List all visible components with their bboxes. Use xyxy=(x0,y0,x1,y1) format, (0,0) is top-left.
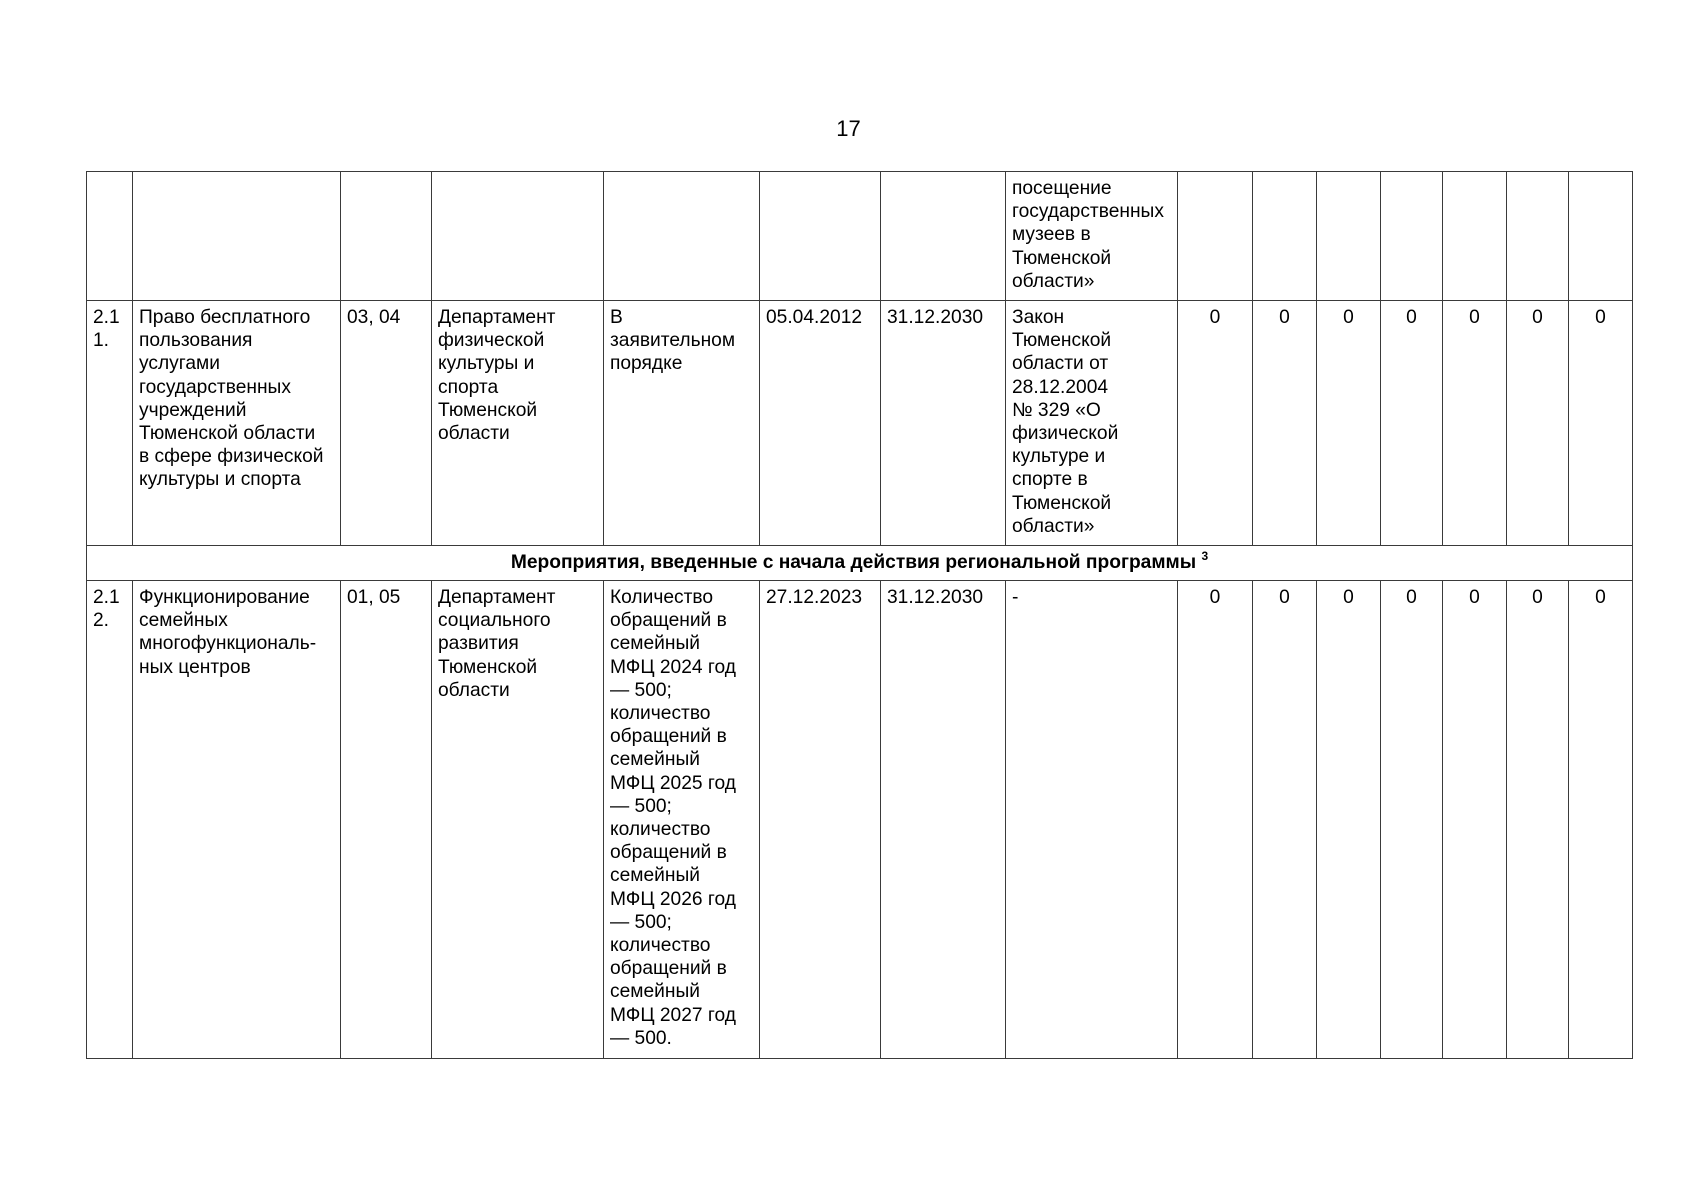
cell-value xyxy=(1317,172,1381,301)
cell-start-date: 05.04.2012 xyxy=(760,301,881,546)
cell-responsible xyxy=(432,172,604,301)
cell-value xyxy=(1178,172,1253,301)
table-row xyxy=(87,301,1633,546)
cell-index xyxy=(87,172,133,301)
cell-value: 0 xyxy=(1507,581,1569,1059)
cell-value: 0 xyxy=(1381,581,1443,1059)
page-number: 17 xyxy=(836,116,861,141)
cell-name: Право бесплатного пользования услугами государственных учреждений Тюменской области в сфере физической культуры и спорта xyxy=(133,301,341,546)
cell-responsible: Департамент физической культуры и спорта Тюменской области xyxy=(432,301,604,546)
section-title-text: Мероприятия, введенные с начала действия региональной программы xyxy=(510,552,1197,573)
cell-value xyxy=(1507,172,1569,301)
cell-value: 0 xyxy=(1443,301,1507,546)
cell-end-date: 31.12.2030 xyxy=(881,581,1006,1059)
cell-conditions: Количество обращений в семейный МФЦ 2024 год — 500; количество обращений в семейный МФЦ 2025 год — 500; количество обращений в семейный МФЦ 2026 год — 500; количество обращений в семейный МФЦ 2027 год — 500. xyxy=(604,581,760,1059)
cell-value: 0 xyxy=(1317,301,1381,546)
cell-responsible: Департамент социального развития Тюменской области xyxy=(432,581,604,1059)
cell-name: Функционирование семейных многофункциональ- ных центров xyxy=(133,581,341,1059)
cell-legal-basis: - xyxy=(1006,581,1178,1059)
cell-value: 0 xyxy=(1569,581,1633,1059)
cell-codes xyxy=(341,172,432,301)
cell-legal-basis: посещение государственных музеев в Тюменской области» xyxy=(1006,172,1178,301)
cell-start-date: 27.12.2023 xyxy=(760,581,881,1059)
cell-codes: 01, 05 xyxy=(341,581,432,1059)
cell-value: 0 xyxy=(1381,301,1443,546)
cell-codes: 03, 04 xyxy=(341,301,432,546)
cell-value xyxy=(1253,172,1317,301)
cell-value xyxy=(1381,172,1443,301)
section-header-row xyxy=(87,546,1633,581)
cell-value: 0 xyxy=(1569,301,1633,546)
cell-index: 2.1 1. xyxy=(87,301,133,546)
cell-index: 2.1 2. xyxy=(87,581,133,1059)
cell-end-date: 31.12.2030 xyxy=(881,301,1006,546)
cell-value: 0 xyxy=(1178,301,1253,546)
cell-value: 0 xyxy=(1253,581,1317,1059)
footnote-marker: 3 xyxy=(1201,549,1209,563)
cell-value: 0 xyxy=(1507,301,1569,546)
cell-value: 0 xyxy=(1443,581,1507,1059)
cell-name xyxy=(133,172,341,301)
cell-value: 0 xyxy=(1178,581,1253,1059)
table-row xyxy=(87,581,1633,1059)
measures-table xyxy=(86,171,1633,1059)
cell-value: 0 xyxy=(1317,581,1381,1059)
cell-value: 0 xyxy=(1253,301,1317,546)
cell-conditions xyxy=(604,172,760,301)
section-title xyxy=(87,546,1633,581)
cell-value xyxy=(1443,172,1507,301)
cell-value xyxy=(1569,172,1633,301)
cell-conditions: В заявительном порядке xyxy=(604,301,760,546)
table-row-continuation xyxy=(87,172,1633,301)
cell-end-date xyxy=(881,172,1006,301)
cell-start-date xyxy=(760,172,881,301)
cell-legal-basis: Закон Тюменской области от 28.12.2004 № 329 «О физической культуре и спорте в Тюменской области» xyxy=(1006,301,1178,546)
